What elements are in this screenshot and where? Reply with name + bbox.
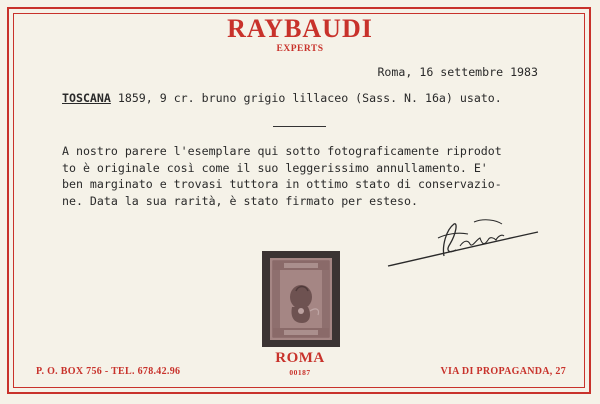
stamp-country: TOSCANA: [62, 91, 111, 105]
stamp-title-line: [62, 91, 502, 105]
signature-icon: [384, 210, 544, 276]
body-line: ben marginato e trovasi tuttora in ottimo stato di conservazio-: [62, 177, 502, 192]
opinion-paragraph: [62, 143, 542, 210]
brand-title: RAYBAUDI: [227, 14, 373, 43]
separator-rule: [273, 126, 326, 127]
body-line: to è originale così come il suo leggerissimo annullamento. E': [62, 160, 488, 175]
place-date: Roma, 16 settembre 1983: [377, 65, 538, 79]
footer-address-left: P. O. BOX 756 - TEL. 678.42.96: [36, 366, 181, 377]
footer-city: ROMA: [275, 350, 325, 366]
footer-address-right: VIA DI PROPAGANDA, 27: [440, 366, 566, 377]
body-line: A nostro parere l'esemplare qui sotto fotograficamente riprodot: [62, 144, 502, 158]
stamp-image: [262, 251, 340, 347]
body-line: ne. Data la sua rarità, è stato firmato per esteso.: [62, 194, 418, 209]
brand-subtitle: EXPERTS: [276, 44, 324, 54]
stamp-description: 1859, 9 cr. bruno grigio lillaceo (Sass. N. 16a) usato.: [110, 91, 502, 105]
postage-stamp-lion-icon: [262, 251, 340, 347]
footer-postcode: 00187: [289, 368, 311, 377]
